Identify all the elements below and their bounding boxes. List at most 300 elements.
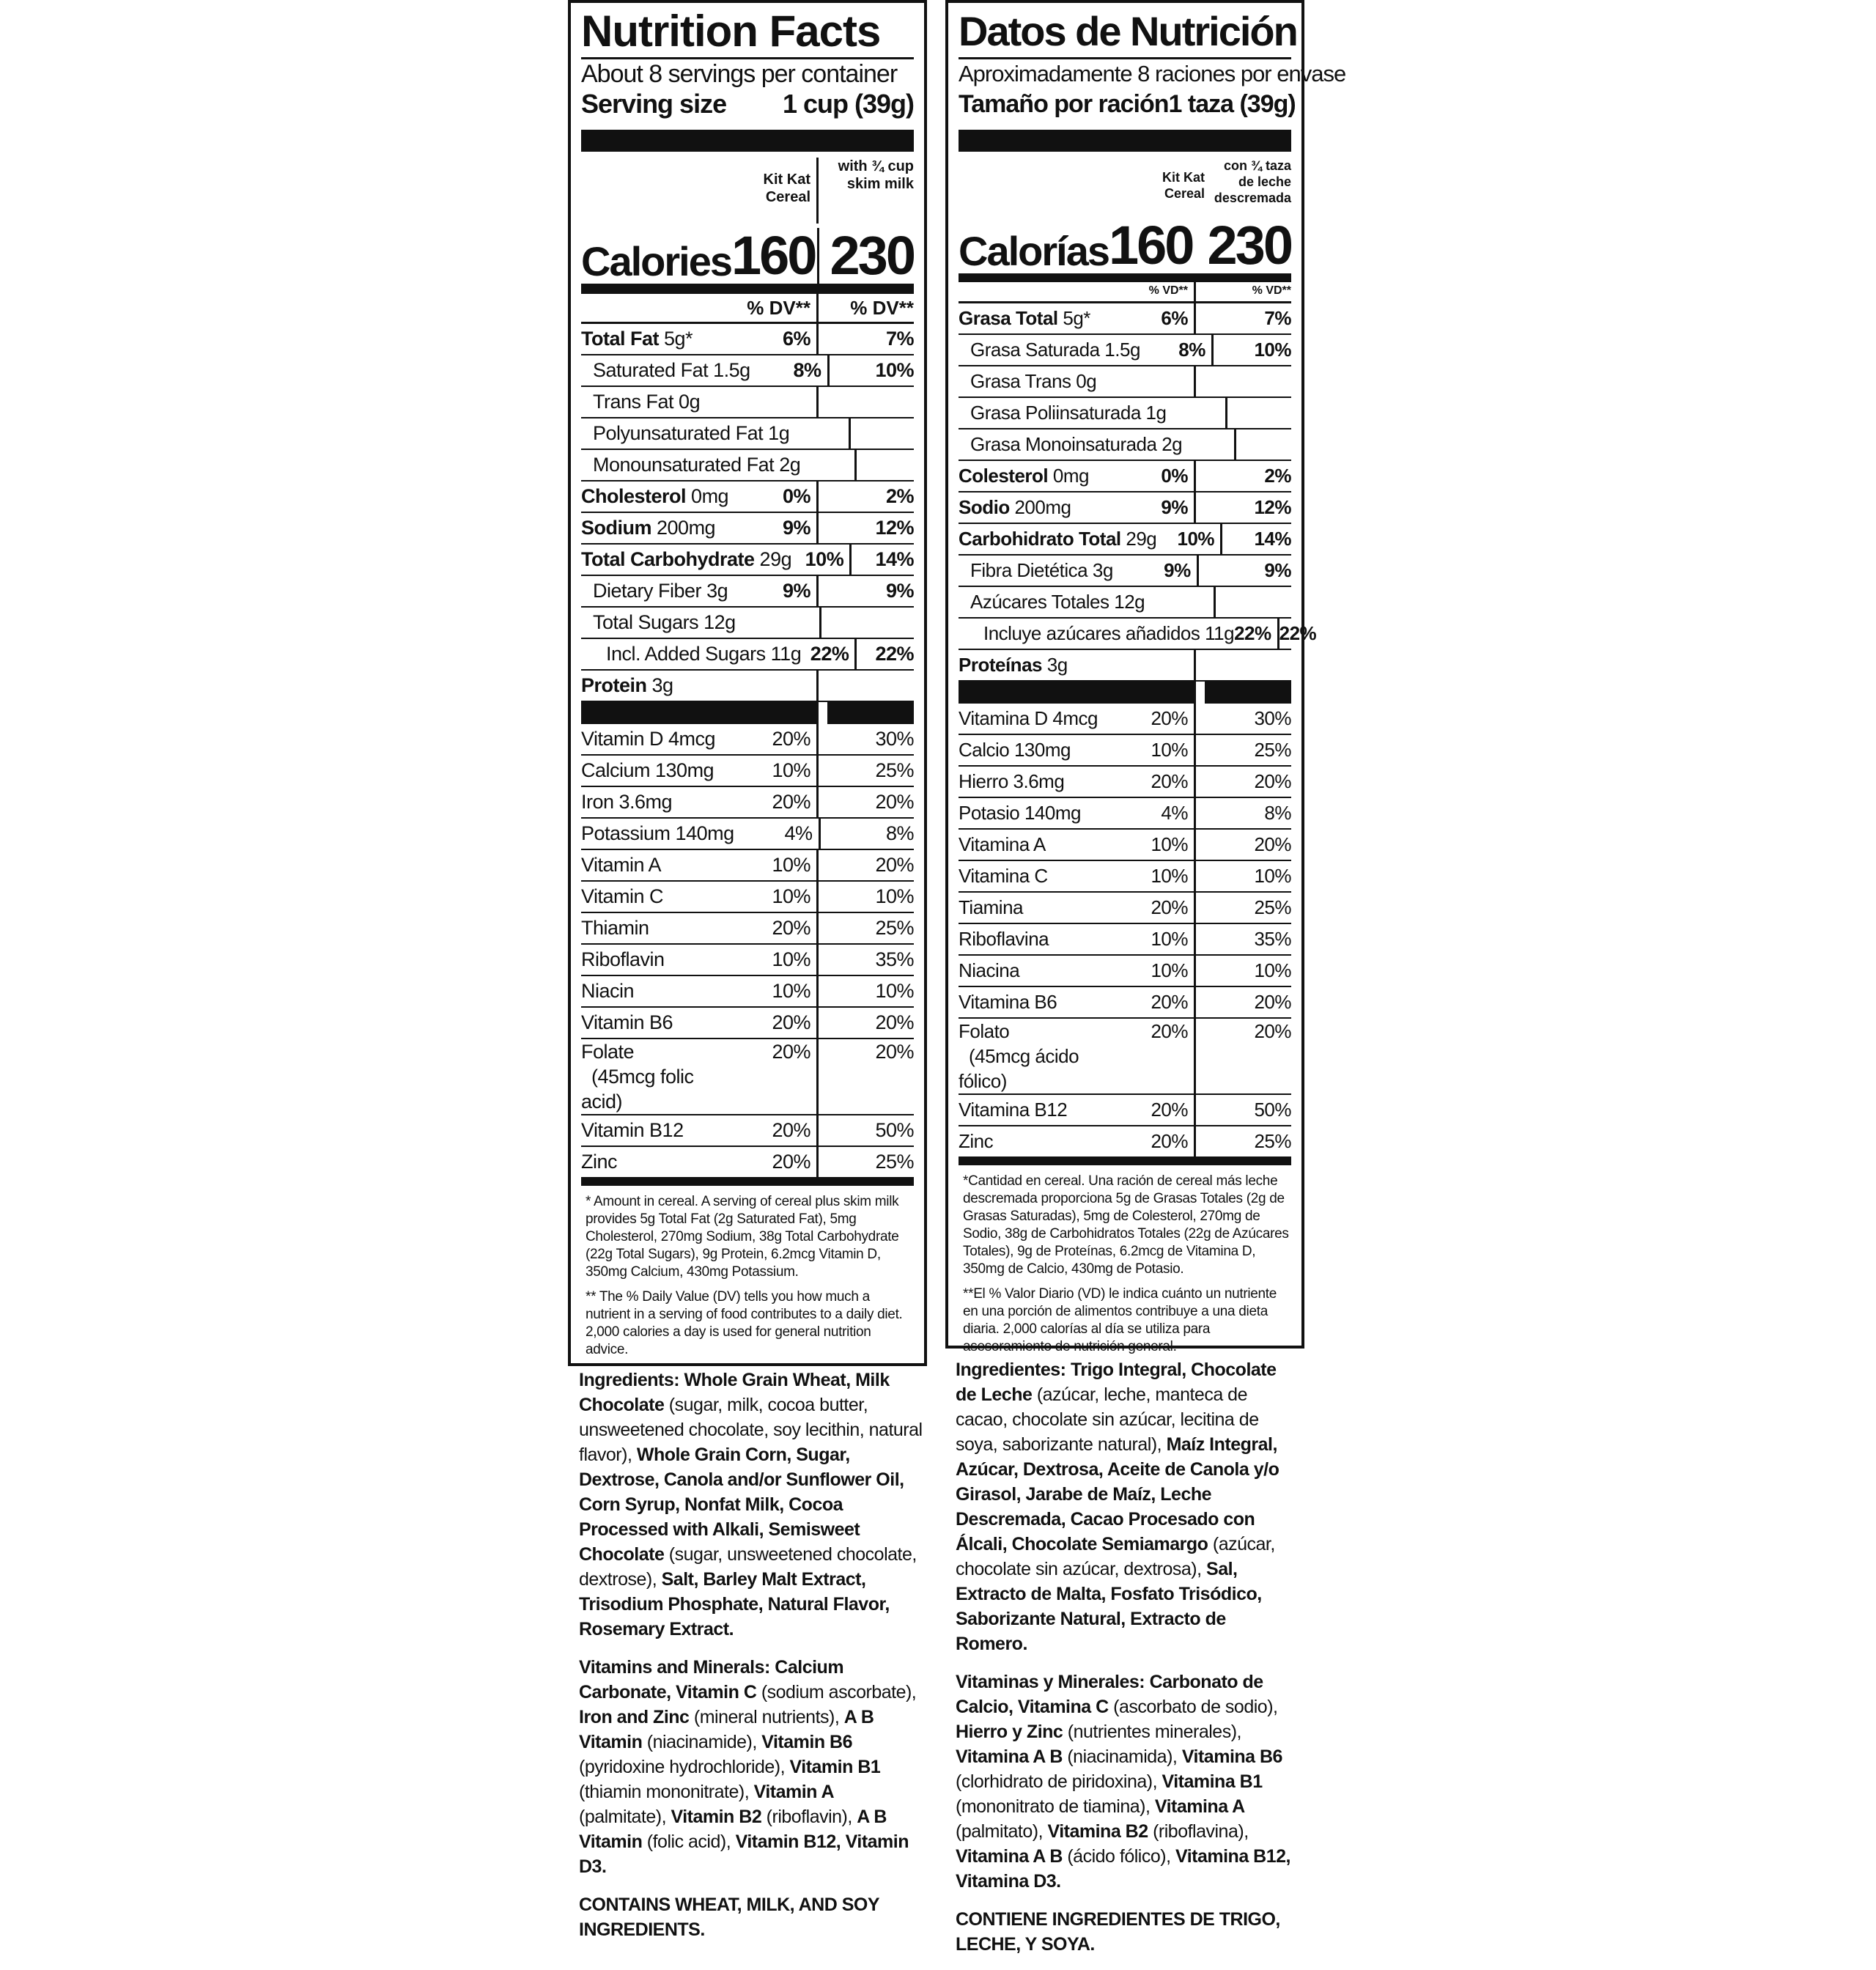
vitamin-dv-milk: 20% — [1254, 991, 1291, 1013]
ingredient-bold: Whole Grain Wheat, Milk Chocolate — [579, 1370, 890, 1415]
ingredient-detail: (mononitrato de tiamina), — [956, 1796, 1155, 1817]
nutrient-label: Grasa Saturada — [970, 339, 1100, 361]
vitamin-dv-cereal: 20% — [1108, 1126, 1196, 1156]
nutrient-dv-milk: 7% — [885, 328, 914, 350]
dv-header — [581, 294, 914, 324]
vitamin-row — [581, 787, 914, 819]
nutrient-name — [581, 671, 731, 701]
vitamin-label: Vitamin D 4mcg — [581, 728, 716, 750]
section-divider — [581, 130, 914, 152]
vitamin-dv-cereal: 10% — [731, 850, 819, 880]
ingredients-text — [956, 1360, 1279, 1654]
vitamin-row — [581, 819, 914, 850]
vitamin-row — [959, 893, 1291, 924]
ingredients-block — [579, 1368, 923, 1955]
nutrient-dv-cereal: 22% — [801, 639, 857, 669]
nutrient-amount: 0g — [1076, 370, 1097, 392]
ingredients-label: Ingredientes: — [956, 1360, 1066, 1380]
nutrient-label: Colesterol — [959, 465, 1049, 487]
vitamin-name — [581, 882, 731, 912]
vitamin-label: Niacina — [959, 959, 1020, 981]
vitamins-text — [956, 1672, 1290, 1892]
vitamin-name — [581, 1115, 731, 1146]
vitamin-row — [959, 798, 1291, 830]
vitamin-row — [959, 924, 1291, 956]
vitamin-sublabel: (45mcg ácido fólico) — [959, 1045, 1079, 1092]
vitamin-dv-cereal: 20% — [731, 1147, 819, 1177]
nutrient-label: Saturated Fat — [593, 359, 709, 381]
nutrient-amount: 5g* — [664, 328, 693, 350]
vitamin-label: Folate — [581, 1041, 635, 1063]
nutrient-dv-milk: 14% — [1254, 528, 1291, 550]
nutrient-amount: 12g — [1114, 591, 1145, 613]
nutrient-name — [959, 619, 1234, 649]
dv-header-milk: % VD** — [1252, 284, 1291, 297]
vitamin-label: Vitamina B6 — [959, 991, 1057, 1013]
nutrient-name — [959, 429, 1182, 460]
section-divider — [959, 130, 1291, 152]
vitamin-label: Potasio 140mg — [959, 802, 1081, 824]
ingredients-text — [579, 1370, 923, 1639]
vitamin-sublabel: (45mcg folic acid) — [581, 1066, 694, 1113]
ingredient-detail: (sodium ascorbate), — [756, 1682, 917, 1702]
serving-size-label: Tamaño por ración — [959, 90, 1169, 118]
allergen-statement — [579, 1892, 923, 1942]
nutrient-label: Incl. Added Sugars — [606, 643, 766, 665]
nutrient-row — [959, 429, 1291, 461]
nutrient-dv-cereal: 8% — [1140, 335, 1214, 365]
vitamin-label: Folato — [959, 1020, 1010, 1042]
vitamin-dv-milk: 30% — [1254, 707, 1291, 729]
vitamin-dv-milk: 25% — [875, 917, 914, 939]
vitamin-dv-milk: 20% — [1254, 833, 1291, 855]
nutrient-dv-milk — [1196, 366, 1291, 396]
vitamins-label: Vitaminas y Minerales: — [956, 1672, 1145, 1692]
ingredient-detail: (niacinamida), — [1062, 1746, 1182, 1767]
nutrient-dv-cereal — [1108, 366, 1196, 396]
ingredient-detail: (pyridoxine hydrochloride), — [579, 1757, 790, 1777]
vitamin-label: Zinc — [581, 1151, 618, 1173]
calories-label: Calories — [581, 238, 731, 284]
vitamin-dv-cereal: 20% — [731, 787, 819, 817]
nutrient-name — [581, 482, 731, 512]
calories-row — [581, 224, 914, 294]
nutrient-dv-milk: 7% — [1264, 307, 1291, 329]
nutrient-dv-cereal — [789, 418, 850, 449]
panel-title: Nutrition Facts — [581, 3, 914, 59]
vitamin-name — [581, 1008, 731, 1038]
footnotes — [581, 1186, 914, 1359]
vitamin-label: Thiamin — [581, 917, 649, 939]
nutrient-row — [581, 324, 914, 355]
vitamin-row — [581, 724, 914, 756]
vitamin-name — [581, 787, 731, 817]
nutrient-label: Fibra Dietética — [970, 559, 1088, 581]
nutrient-label: Proteínas — [959, 654, 1042, 676]
vitamin-row — [581, 1147, 914, 1178]
vitamin-row — [581, 945, 914, 976]
ingredient-bold: Vitamina A B — [956, 1746, 1063, 1767]
nutrient-row — [581, 671, 914, 702]
nutrient-label: Protein — [581, 674, 647, 696]
vitamin-name — [581, 724, 731, 754]
column-header — [959, 158, 1291, 216]
vitamin-dv-milk: 20% — [875, 854, 914, 876]
calories-row — [959, 216, 1291, 282]
vitamin-row — [959, 956, 1291, 987]
nutrient-label: Monounsaturated Fat — [593, 454, 775, 476]
ingredient-bold: Vitamin B1 — [789, 1757, 881, 1777]
ingredient-detail: (sugar, milk, cocoa butter, unsweetened chocolate, soy lecithin, natural flavor), — [579, 1395, 923, 1465]
nutrient-name — [581, 418, 789, 449]
nutrient-dv-milk: 12% — [875, 517, 914, 539]
vitamins-divider — [581, 702, 914, 724]
vitamin-label: Iron 3.6mg — [581, 791, 673, 813]
vitamin-label: Calcium 130mg — [581, 759, 714, 781]
vitamin-dv-cereal: 10% — [1108, 861, 1196, 891]
nutrient-amount: 200mg — [657, 517, 716, 539]
vitamin-name — [959, 987, 1108, 1017]
vitamin-dv-milk: 10% — [875, 980, 914, 1002]
datos-nutricion-panel — [945, 0, 1346, 1354]
nutrient-row — [581, 639, 914, 671]
nutrient-name — [959, 587, 1145, 617]
vitamin-label: Vitamina D 4mcg — [959, 707, 1098, 729]
vitamin-name — [581, 756, 731, 786]
ingredient-bold: Vitamina B12, Vitamina D3. — [956, 1846, 1290, 1892]
nutrient-dv-milk: 2% — [885, 485, 914, 507]
ingredient-bold: Vitamina A B — [956, 1846, 1063, 1867]
nutrient-label: Cholesterol — [581, 485, 687, 507]
vitamin-dv-milk: 20% — [1254, 770, 1291, 792]
nutrient-label: Trans Fat — [593, 391, 674, 413]
nutrient-dv-cereal: 6% — [1108, 303, 1196, 333]
vitamin-dv-milk: 30% — [875, 728, 914, 750]
vitamin-row — [959, 1095, 1291, 1126]
nutrient-dv-cereal: 22% — [1234, 619, 1279, 649]
vitamin-name — [959, 1095, 1108, 1125]
vitamin-row — [959, 767, 1291, 798]
nutrient-name — [581, 450, 800, 480]
vitamin-name — [581, 819, 734, 849]
nutrient-name — [581, 387, 731, 417]
vitamin-row — [959, 830, 1291, 861]
nutrient-amount: 11g — [1205, 622, 1235, 644]
ingredients-paragraph — [579, 1368, 923, 1642]
nutrient-label: Carbohidrato Total — [959, 528, 1121, 550]
nutrient-name — [959, 335, 1140, 365]
vitamin-row — [581, 1008, 914, 1039]
vitamin-dv-cereal: 10% — [1108, 830, 1196, 860]
vitamin-dv-cereal: 4% — [734, 819, 821, 849]
calories-label: Calorías — [959, 228, 1109, 274]
servings-per-container: About 8 servings per container — [581, 60, 898, 88]
nutrient-row — [581, 513, 914, 545]
vitamin-row — [581, 1039, 914, 1115]
nutrient-label: Dietary Fiber — [593, 580, 702, 602]
vitamin-row — [959, 735, 1291, 767]
nutrient-row — [959, 335, 1291, 366]
nutrient-label: Azúcares Totales — [970, 591, 1109, 613]
nutrition-facts-panel — [568, 0, 927, 1366]
vitamin-name — [959, 1019, 1108, 1093]
vitamin-row — [959, 704, 1291, 735]
vitamin-dv-cereal: 20% — [731, 1008, 819, 1038]
vitamin-row — [581, 850, 914, 882]
calories-cereal: 160 — [731, 228, 819, 284]
nutrient-dv-milk: 9% — [1264, 559, 1291, 581]
nutrient-dv-milk — [851, 418, 914, 449]
vitamin-label: Riboflavin — [581, 948, 665, 970]
vitamin-name — [959, 704, 1108, 734]
nutrient-dv-cereal: 8% — [750, 355, 830, 385]
vitamin-dv-cereal: 20% — [1108, 704, 1196, 734]
footnote-dv: **El % Valor Diario (VD) le indica cuánto un nutriente en una porción de alimentos contribuye a una dieta diaria. 2,000 calorías al día se utiliza para asesoramiento de nutrición general. — [963, 1286, 1277, 1354]
footnotes — [959, 1165, 1291, 1356]
ingredient-detail: (thiamin mononitrate), — [579, 1782, 754, 1802]
vitamin-dv-milk: 50% — [1254, 1099, 1291, 1121]
nutrient-dv-cereal — [1182, 429, 1236, 460]
nutrient-amount: 11g — [770, 643, 802, 665]
column-cereal-heading: Kit Kat Cereal — [731, 158, 819, 224]
nutrient-dv-milk — [819, 671, 914, 701]
nutrient-amount: 0g — [679, 391, 701, 413]
ingredient-bold: Whole Grain Corn, Sugar, Dextrose, Canola and/or Sunflower Oil, Corn Syrup, Nonfat Milk, Cocoa Processed with Alkali, Semisweet Chocolate — [579, 1445, 904, 1565]
nutrient-row — [581, 355, 914, 387]
vitamin-dv-cereal: 20% — [1108, 1095, 1196, 1125]
vitamin-dv-milk: 50% — [875, 1119, 914, 1141]
ingredient-bold: Salt, Barley Malt Extract, Trisodium Phosphate, Natural Flavor, Rosemary Extract. — [579, 1569, 890, 1639]
vitamin-dv-milk: 20% — [875, 791, 914, 813]
vitamin-dv-cereal: 10% — [1108, 735, 1196, 765]
vitamin-name — [959, 1126, 1108, 1156]
nutrient-name — [581, 324, 731, 354]
vitamin-dv-cereal: 20% — [1108, 987, 1196, 1017]
vitamin-dv-milk: 20% — [875, 1041, 914, 1063]
nutrient-name — [581, 513, 731, 543]
nutrient-dv-milk: 22% — [875, 643, 914, 665]
vitamins-text — [579, 1657, 916, 1877]
nutrient-label: Incluye azúcares añadidos — [983, 622, 1200, 644]
vitamin-dv-cereal: 20% — [731, 724, 819, 754]
vitamin-label: Niacin — [581, 980, 635, 1002]
ingredient-bold: Maíz Integral, Azúcar, Dextrosa, Aceite de Canola y/o Girasol, Jarabe de Maíz, Leche Descremada, Cacao Procesado con Álcali, Chocolate Semiamargo — [956, 1434, 1279, 1554]
serving-size-value: 1 taza (39g) — [1168, 90, 1296, 118]
nutrient-name — [581, 355, 750, 385]
nutrient-dv-cereal: 9% — [731, 513, 819, 543]
vitamins-divider — [959, 682, 1291, 704]
nutrient-row — [959, 492, 1291, 524]
ingredient-bold: Vitamina B2 — [1047, 1821, 1148, 1842]
vitamin-name — [959, 798, 1108, 828]
nutrient-row — [959, 587, 1291, 619]
vitamin-row — [581, 756, 914, 787]
nutrient-name — [581, 639, 801, 669]
ingredient-detail: (nutrientes minerales), — [1063, 1722, 1241, 1742]
vitamin-label: Vitamin A — [581, 854, 662, 876]
dv-header-cereal: % VD** — [1108, 282, 1196, 301]
vitamin-dv-cereal: 20% — [731, 913, 819, 943]
nutrient-amount: 5g* — [1063, 307, 1090, 329]
vitamin-dv-cereal: 20% — [731, 1039, 819, 1114]
column-header — [581, 158, 914, 224]
nutrient-dv-milk: 10% — [1254, 339, 1291, 361]
vitamin-label: Calcio 130mg — [959, 739, 1071, 761]
ingredient-detail: (niacinamide), — [642, 1732, 762, 1752]
nutrient-label: Grasa Monoinsaturada — [970, 433, 1157, 455]
calories-milk: 230 — [830, 225, 914, 286]
calories-cereal: 160 — [1109, 215, 1193, 276]
vitamin-list — [581, 724, 914, 1186]
nutrient-row — [959, 398, 1291, 429]
nutrient-dv-milk — [857, 450, 914, 480]
nutrient-name — [959, 492, 1108, 523]
nutrient-label: Total Carbohydrate — [581, 548, 755, 570]
column-milk-heading: with ¾ cup skim milk — [838, 158, 914, 192]
vitamin-list — [959, 704, 1291, 1165]
nutrient-label: Grasa Trans — [970, 370, 1071, 392]
nutrient-dv-cereal — [731, 671, 819, 701]
vitamin-dv-cereal: 20% — [1108, 767, 1196, 797]
allergen-text: CONTIENE INGREDIENTES DE TRIGO, LECHE, Y SOYA. — [956, 1909, 1280, 1955]
vitamin-dv-milk: 20% — [1254, 1020, 1291, 1042]
nutrient-label: Grasa Total — [959, 307, 1058, 329]
nutrient-dv-milk — [819, 387, 914, 417]
footnote-amount: *Cantidad en cereal. Una ración de cereal más leche descremada proporciona 5g de Grasas Totales (2g de Grasas Saturadas), 5mg de Colesterol, 270mg de Sodio, 38g de Carbohidratos Totales (22g de Azúcares Totales), 9g de Proteínas, 6.2mcg de Vitamina D, 350mg de Calcio, 430mg de Potasio. — [963, 1173, 1289, 1277]
nutrient-dv-milk: 22% — [1279, 622, 1317, 644]
nutrient-dv-cereal — [1108, 650, 1196, 680]
vitamin-row — [581, 913, 914, 945]
nutrient-dv-cereal — [1145, 587, 1216, 617]
dv-header-milk: % DV** — [850, 297, 914, 319]
vitamin-label: Riboflavina — [959, 928, 1049, 950]
servings-per-container: Aproximadamente 8 raciones por envase — [959, 61, 1346, 86]
vitamins-paragraph — [579, 1655, 923, 1879]
nutrient-amount: 3g — [706, 580, 728, 602]
vitamin-label: Vitamina A — [959, 833, 1046, 855]
nutrient-dv-cereal: 0% — [731, 482, 819, 512]
ingredient-detail: (sugar, unsweetened chocolate, dextrose), — [579, 1544, 917, 1590]
nutrient-dv-cereal — [1166, 398, 1227, 428]
ingredients-block — [956, 1357, 1300, 1970]
nutrient-row — [581, 387, 914, 418]
nutrient-amount: 12g — [704, 611, 736, 633]
vitamin-dv-milk: 10% — [875, 885, 914, 907]
footnote-amount: * Amount in cereal. A serving of cereal plus skim milk provides 5g Total Fat (2g Saturated Fat), 5mg Cholesterol, 270mg Sodium, 38g Total Carbohydrate (22g Total Sugars), 9g Protein, 6.2mcg Vitamin D, 350mg Calcium, 430mg Potassium. — [586, 1194, 899, 1280]
vitamin-label: Vitamina C — [959, 865, 1048, 887]
vitamin-label: Vitamina B12 — [959, 1099, 1068, 1121]
ingredient-bold: Vitamina B1 — [1162, 1771, 1263, 1792]
nutrient-label: Sodio — [959, 496, 1010, 518]
vitamin-label: Vitamin B6 — [581, 1011, 673, 1033]
vitamin-row — [959, 1126, 1291, 1158]
vitamin-row — [959, 1019, 1291, 1095]
ingredient-detail: (palmitate), — [579, 1807, 671, 1827]
nutrient-label: Polyunsaturated Fat — [593, 422, 764, 444]
ingredient-bold: Sal, Extracto de Malta, Fosfato Trisódico, Saborizante Natural, Extracto de Romero. — [956, 1559, 1262, 1654]
nutrient-dv-milk — [1196, 650, 1291, 680]
nutrient-dv-milk: 9% — [885, 580, 914, 602]
nutrient-amount: 3g — [1092, 559, 1113, 581]
ingredient-detail: (riboflavina), — [1148, 1821, 1249, 1842]
vitamin-dv-milk: 8% — [885, 822, 914, 844]
nutrient-amount: 2g — [1162, 433, 1183, 455]
ingredient-bold: A B Vitamin — [579, 1707, 874, 1752]
nutrient-name — [959, 556, 1113, 586]
nutrient-row — [959, 366, 1291, 398]
vitamin-name — [959, 767, 1108, 797]
vitamin-row — [581, 1115, 914, 1147]
vitamin-dv-cereal: 10% — [731, 756, 819, 786]
vitamin-dv-cereal: 10% — [731, 976, 819, 1006]
vitamin-row — [959, 861, 1291, 893]
vitamin-row — [959, 987, 1291, 1019]
panel-title: Datos de Nutrición — [959, 3, 1291, 59]
nutrient-name — [959, 303, 1108, 333]
vitamin-dv-milk: 35% — [1254, 928, 1291, 950]
vitamin-dv-cereal: 10% — [1108, 956, 1196, 986]
ingredient-bold: Vitamina A — [1154, 1796, 1245, 1817]
nutrient-amount: 0mg — [1052, 465, 1089, 487]
vitamin-name — [959, 830, 1108, 860]
vitamin-dv-milk: 10% — [1254, 959, 1291, 981]
nutrient-dv-milk: 14% — [875, 548, 914, 570]
vitamin-label: Hierro 3.6mg — [959, 770, 1065, 792]
ingredient-bold: Calcium Carbonate, Vitamin C — [579, 1657, 844, 1702]
nutrient-dv-milk: 12% — [1254, 496, 1291, 518]
nutrient-amount: 1.5g — [1104, 339, 1140, 361]
nutrient-name — [959, 650, 1108, 680]
ingredients-label: Ingredients: — [579, 1370, 680, 1390]
ingredient-detail: (azúcar, leche, manteca de cacao, chocolate sin azúcar, lecitina de soya, saborizante natural), — [956, 1384, 1259, 1455]
vitamin-dv-milk: 8% — [1264, 802, 1291, 824]
vitamin-dv-cereal: 10% — [731, 945, 819, 975]
nutrient-dv-milk — [1236, 429, 1291, 460]
vitamin-name — [581, 913, 731, 943]
nutrient-name — [959, 398, 1166, 428]
serving-size — [581, 89, 914, 119]
nutrient-amount: 2g — [779, 454, 801, 476]
vitamin-label: Potassium 140mg — [581, 822, 734, 844]
nutrient-row — [581, 418, 914, 450]
ingredient-bold: Vitamin B6 — [761, 1732, 852, 1752]
vitamin-name — [581, 850, 731, 880]
nutrient-amount: 1g — [1145, 402, 1167, 424]
vitamin-dv-milk: 25% — [875, 1151, 914, 1173]
vitamin-dv-cereal: 20% — [1108, 893, 1196, 923]
nutrient-dv-cereal: 6% — [731, 324, 819, 354]
nutrient-dv-cereal — [800, 450, 857, 480]
vitamin-dv-milk: 25% — [1254, 1130, 1291, 1152]
nutrient-amount: 3g — [1046, 654, 1068, 676]
nutrient-list — [581, 324, 914, 702]
nutrient-dv-cereal: 9% — [731, 576, 819, 606]
column-cereal-heading: Kit Kat Cereal — [1162, 170, 1205, 201]
column-milk-heading: con ¾ taza de leche descremada — [1214, 158, 1291, 205]
vitamin-row — [581, 976, 914, 1008]
nutrient-amount: 200mg — [1014, 496, 1071, 518]
vitamin-dv-milk: 25% — [1254, 896, 1291, 918]
nutrient-row — [959, 303, 1291, 335]
dv-header-cereal: % DV** — [731, 294, 819, 322]
vitamin-label: Vitamin B12 — [581, 1119, 684, 1141]
nutrient-dv-cereal: 9% — [1113, 556, 1199, 586]
vitamin-name — [959, 893, 1108, 923]
vitamin-label: Tiamina — [959, 896, 1024, 918]
nutrient-dv-milk — [1216, 587, 1291, 617]
ingredient-bold: Carbonato de Calcio, Vitamina C — [956, 1672, 1263, 1717]
nutrient-label: Sodium — [581, 517, 651, 539]
